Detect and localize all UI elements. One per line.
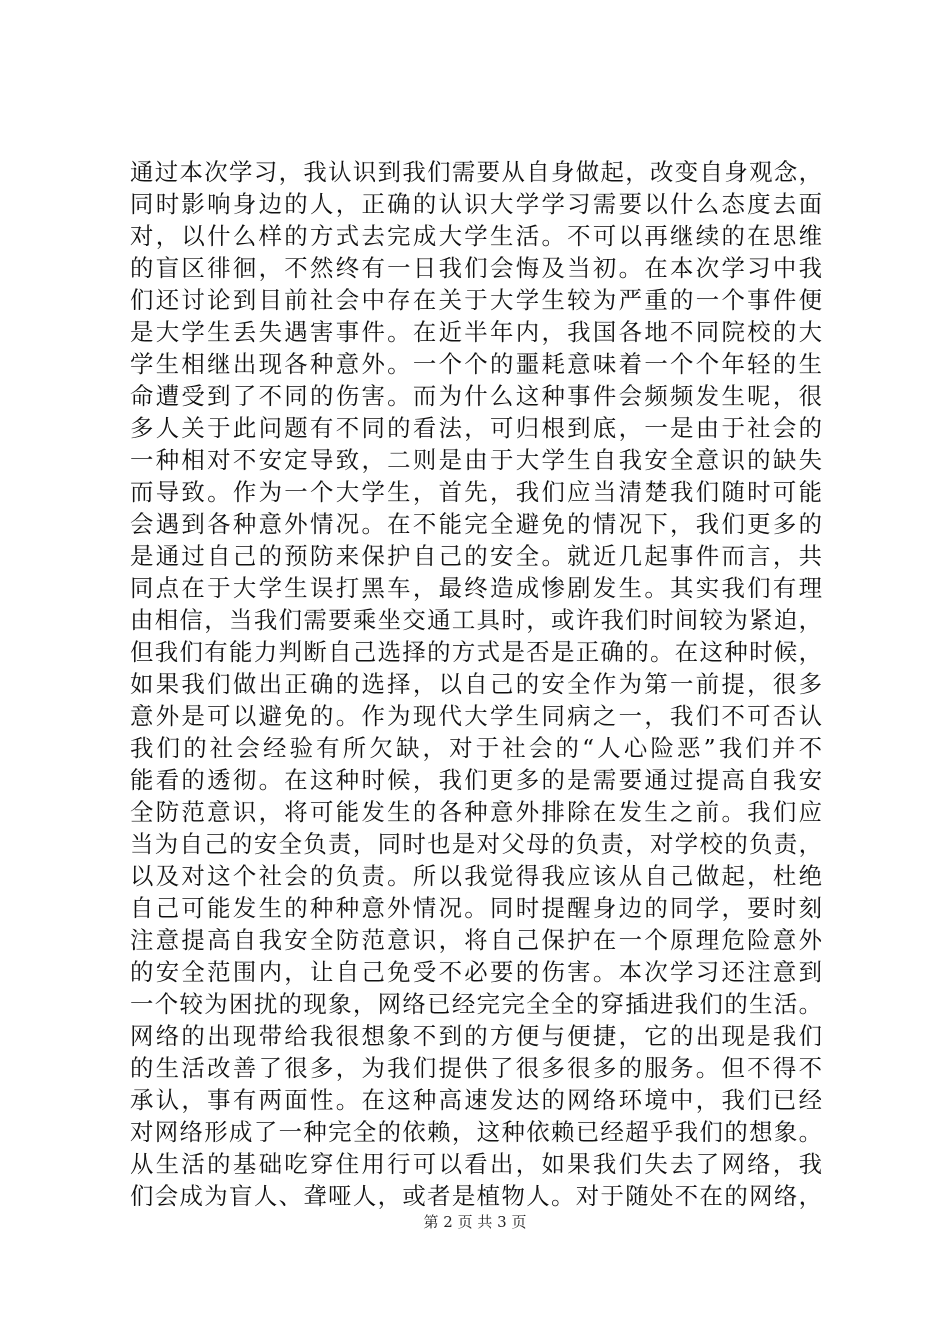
text-line: 是通过自己的预防来保护自己的安全。就近几起事件而言，共 [130, 542, 822, 570]
body-text [130, 156, 822, 1212]
text-line: 全防范意识，将可能发生的各种意外排除在发生之前。我们应 [130, 798, 822, 826]
text-line: 多人关于此问题有不同的看法，可归根到底，一是由于社会的 [130, 414, 822, 442]
text-line: 但我们有能力判断自己选择的方式是否是正确的。在这种时候， [130, 638, 822, 666]
text-line: 从生活的基础吃穿住用行可以看出，如果我们失去了网络，我 [130, 1150, 822, 1178]
text-line: 们还讨论到目前社会中存在关于大学生较为严重的一个事件便 [130, 286, 822, 314]
text-line: 如果我们做出正确的选择，以自己的安全作为第一前提，很多 [130, 670, 822, 698]
text-line: 们会成为盲人、聋哑人，或者是植物人。对于随处不在的网络， [130, 1182, 822, 1210]
text-line: 一个较为困扰的现象，网络已经完完全全的穿插进我们的生活。 [130, 990, 822, 1018]
text-line: 同点在于大学生误打黑车，最终造成惨剧发生。其实我们有理 [130, 574, 822, 602]
page-number-footer: 第 2 页 共 3 页 [423, 1213, 527, 1231]
text-line: 能看的透彻。在这种时候，我们更多的是需要通过提高自我安 [130, 766, 822, 794]
text-line: 对网络形成了一种完全的依赖，这种依赖已经超乎我们的想象。 [130, 1118, 822, 1146]
text-line: 注意提高自我安全防范意识，将自己保护在一个原理危险意外 [130, 926, 822, 954]
text-line: 会遇到各种意外情况。在不能完全避免的情况下，我们更多的 [130, 510, 822, 538]
text-line: 通过本次学习，我认识到我们需要从自身做起，改变自身观念， [130, 158, 822, 186]
text-line: 的安全范围内，让自己免受不必要的伤害。本次学习还注意到 [130, 958, 822, 986]
text-line: 承认，事有两面性。在这种高速发达的网络环境中，我们已经 [130, 1086, 822, 1114]
text-line: 是大学生丢失遇害事件。在近半年内，我国各地不同院校的大 [130, 318, 822, 346]
text-line: 自己可能发生的种种意外情况。同时提醒身边的同学，要时刻 [130, 894, 822, 922]
text-line: 同时影响身边的人，正确的认识大学学习需要以什么态度去面 [130, 190, 822, 218]
text-line: 对，以什么样的方式去完成大学生活。不可以再继续的在思维 [130, 222, 822, 250]
text-line: 意外是可以避免的。作为现代大学生同病之一，我们不可否认 [130, 702, 822, 730]
text-line: 由相信，当我们需要乘坐交通工具时，或许我们时间较为紧迫， [130, 606, 822, 634]
text-line: 我们的社会经验有所欠缺，对于社会的“人心险恶”我们并不 [130, 734, 822, 762]
text-line: 学生相继出现各种意外。一个个的噩耗意味着一个个年轻的生 [130, 350, 822, 378]
text-line: 一种相对不安定导致，二则是由于大学生自我安全意识的缺失 [130, 446, 822, 474]
text-line: 而导致。作为一个大学生，首先，我们应当清楚我们随时可能 [130, 478, 822, 506]
text-line: 网络的出现带给我很想象不到的方便与便捷，它的出现是我们 [130, 1022, 822, 1050]
text-line: 的生活改善了很多，为我们提供了很多很多的服务。但不得不 [130, 1054, 822, 1082]
text-line: 以及对这个社会的负责。所以我觉得我应该从自己做起，杜绝 [130, 862, 822, 890]
text-line: 当为自己的安全负责，同时也是对父母的负责，对学校的负责， [130, 830, 822, 858]
text-line: 命遭受到了不同的伤害。而为什么这种事件会频频发生呢，很 [130, 382, 822, 410]
text-line: 的盲区徘徊，不然终有一日我们会悔及当初。在本次学习中我 [130, 254, 822, 282]
